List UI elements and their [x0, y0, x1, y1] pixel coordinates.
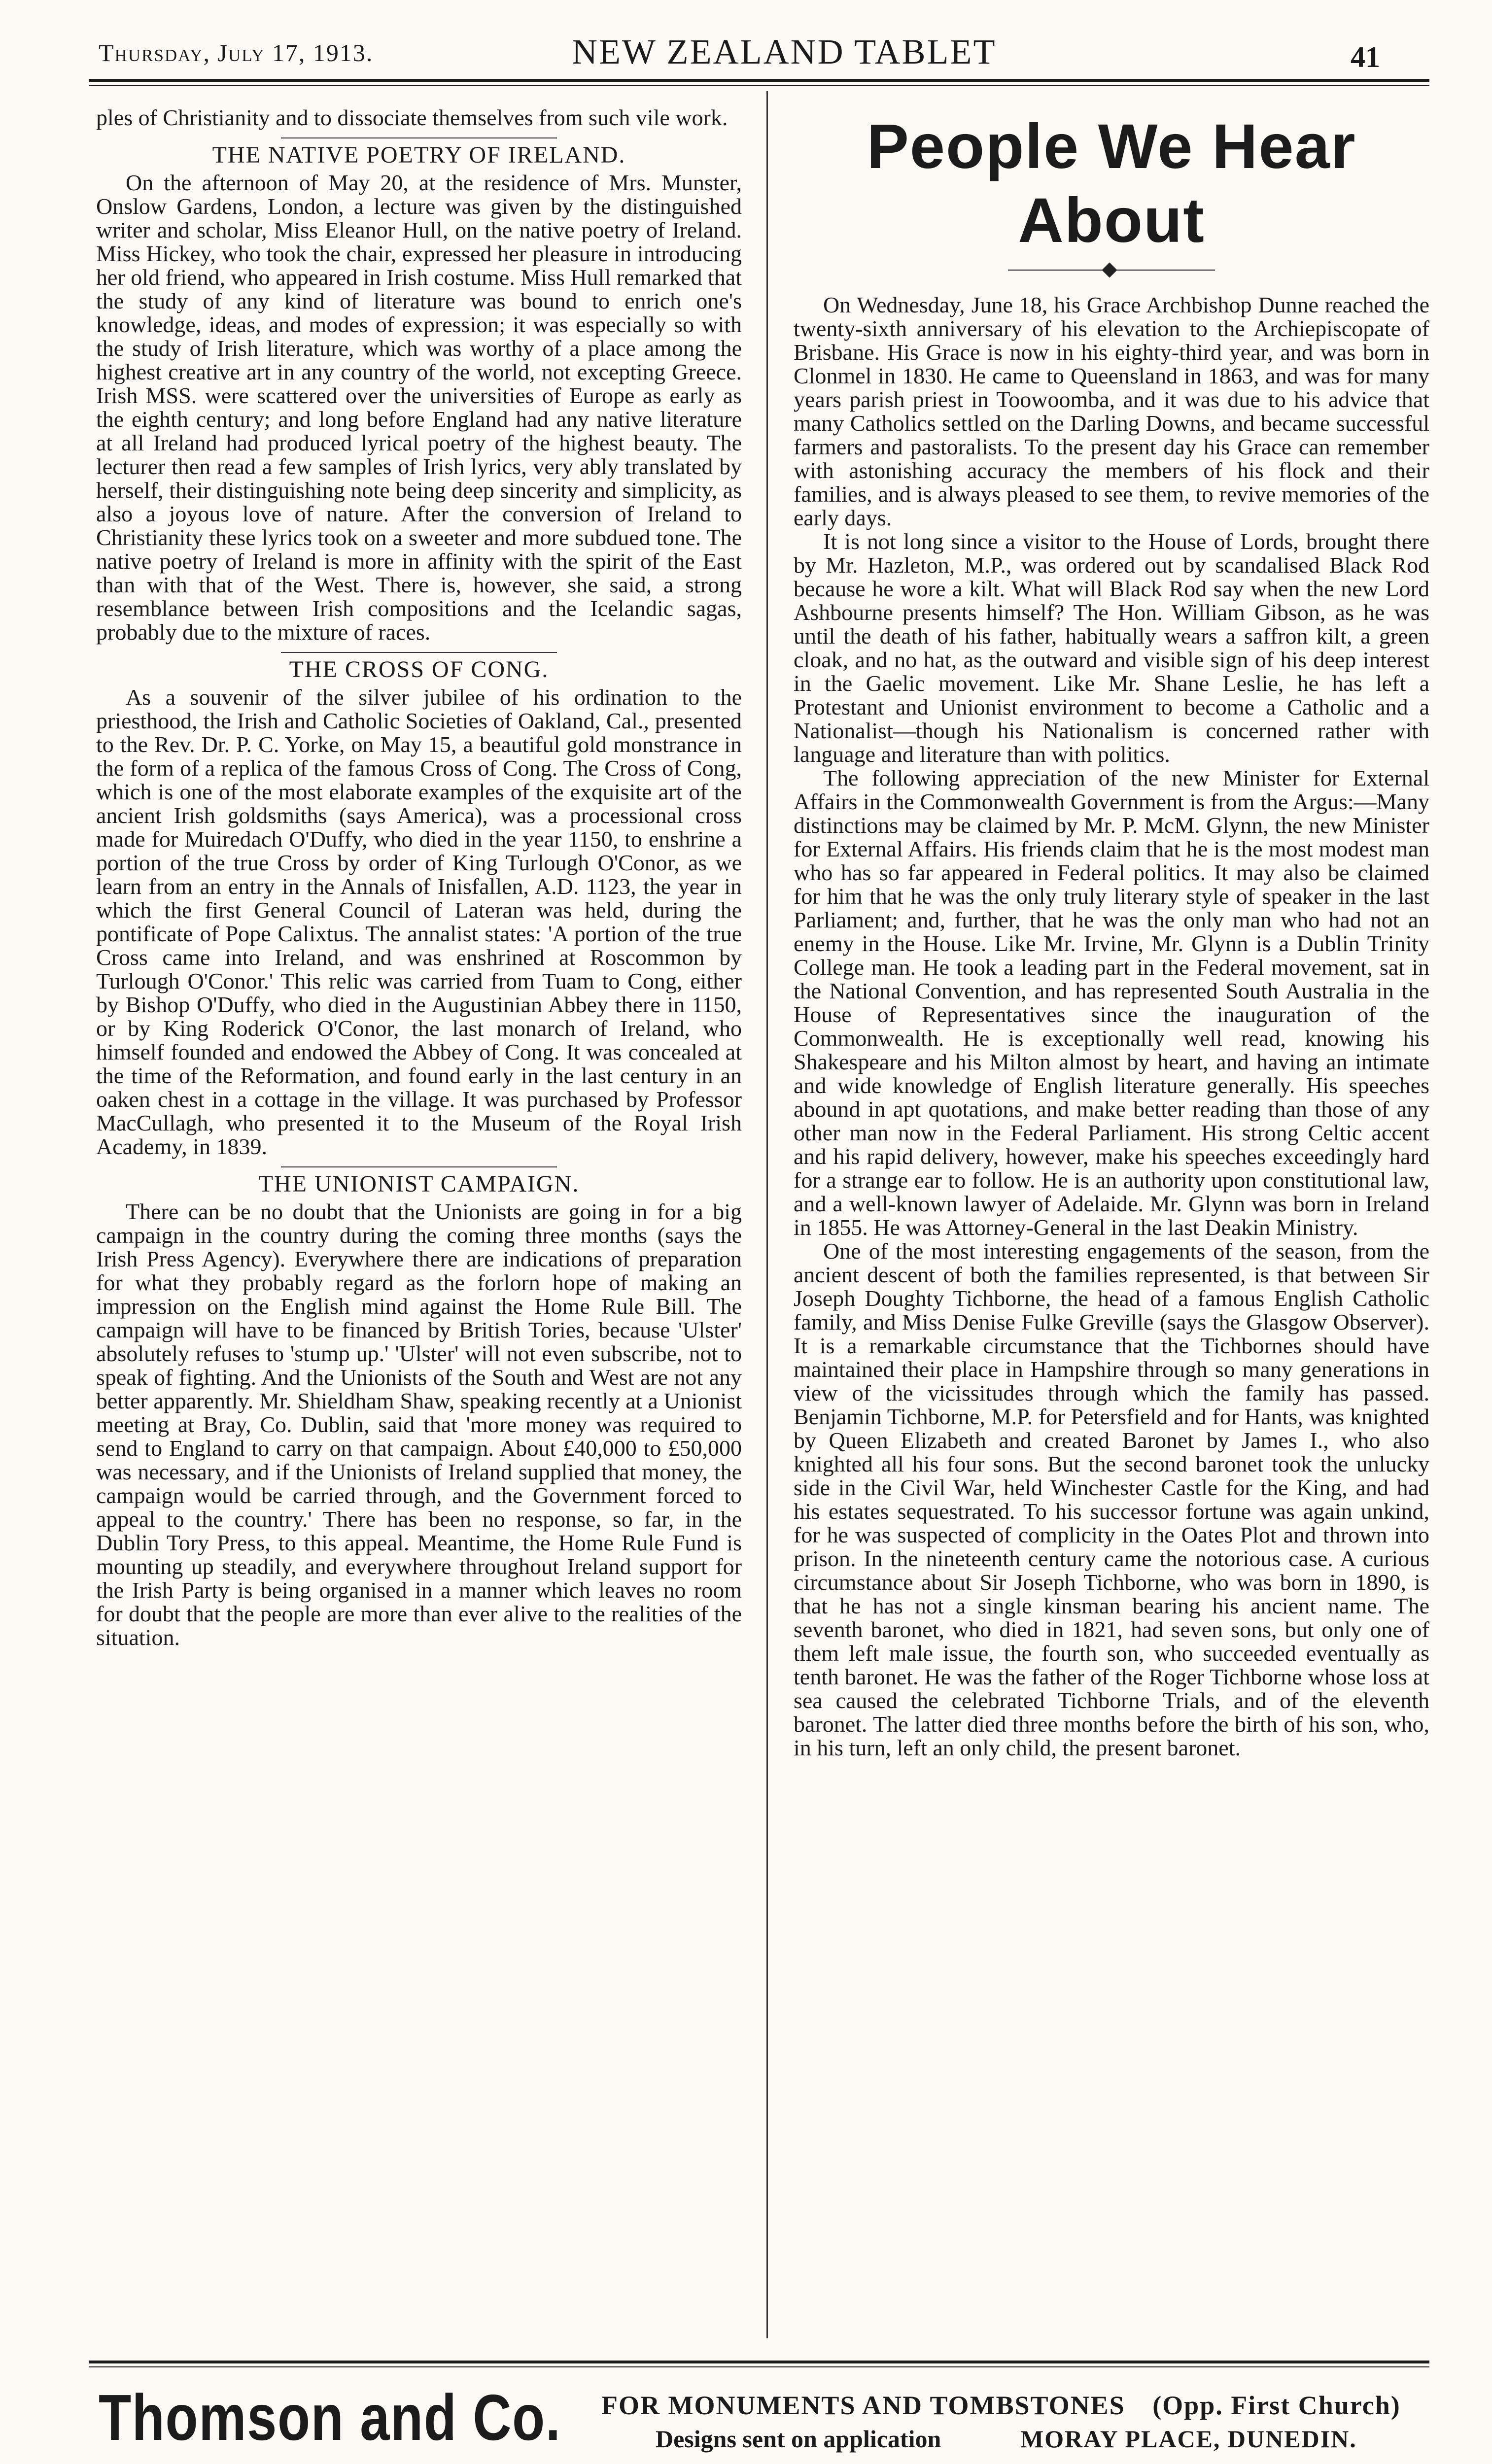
masthead — [89, 30, 1420, 74]
article-paragraph: As a souvenir of the silver jubilee of his ordination to the priesthood, the Irish and Catholic Societies of Oakland, Cal., presented to the Rev. Dr. P. C. Yorke, on May 15, a beautiful gold monstrance in the form of a replica of the famous Cross of Cong. The Cross of Cong, which is one of the most elaborate examples of the exquisite art of the ancient Irish goldsmiths (says America), was a processional cross made for Muiredach O'Duffy, who died in the year 1150, to enshrine a portion of the true Cross by order of King Turlough O'Conor, as we learn from an entry in the Annals of Inisfallen, A.D. 1123, the year in which the first General Council of Lateran was held, during the pontificate of Pope Calixtus. The annalist states: 'A portion of the true Cross came into Ireland, and was enshrined at Roscommon by Turlough O'Conor.' This relic was carried from Tuam to Cong, either by Bishop O'Duffy, who died in the Augustinian Abbey there in 1150, or by King Roderick O'Conor, the last monarch of Ireland, who himself founded and endowed the Abbey of Cong. It was concealed at the time of the Reformation, and found early in the last century in an oaken chest in a cottage in the village. It was purchased by Professor MacCullagh, who presented it to the Museum of the Royal Irish Academy, in 1839. — [96, 684, 742, 1159]
article-paragraph: On the afternoon of May 20, at the residence of Mrs. Munster, Onslow Gardens, London, a lecture was given by the distinguished writer and scholar, Miss Eleanor Hull, on the native poetry of Ireland. Miss Hickey, who took the chair, expressed her pleasure in introducing her old friend, who appeared in Irish costume. Miss Hull remarked that the study of any kind of literature was bound to enrich one's knowledge, ideas, and modes of expression; it was especially so with the study of Irish literature, which was worthy of a place among the highest creative art in any country of the world, not excepting Greece. Irish MSS. were scattered over the universities of Europe as early as the eighth century; and long before England had any native literature at all Ireland had produced lyrical poetry of the highest beauty. The lecturer then read a few samples of Irish lyrics, very ably translated by herself, their distinguishing note being deep sincerity and simplicity, as also a joyous love of nature. After the conversion of Ireland to Christianity these lyrics took on a sweeter and more subdued tone. The native poetry of Ireland is more in affinity with the spirit of the East than with that of the West. There is, however, she said, a strong resemblance between Irish compositions and the Icelandic sagas, probably due to the mixture of races. — [96, 170, 742, 645]
advert-designs-note: Designs sent on application — [656, 2425, 941, 2453]
section-heading-unionist-campaign: THE UNIONIST CAMPAIGN. — [258, 1171, 580, 1197]
advert-service: FOR MONUMENTS AND TOMBSTONES — [601, 2391, 1125, 2420]
advert-subline — [656, 2425, 1357, 2453]
article-paragraph: The following appreciation of the new Minister for External Affairs in the Commonwealth Government is from the Argus:—Many distinctions may be claimed by Mr. P. McM. Glynn, the new Minister for External Affairs. His friends claim that he is the most modest man who has so far appeared in Federal politics. It may also be claimed for him that he was the only truly literary style of speaker in the last Parliament; and, further, that he was the only man who had not an enemy in the House. Like Mr. Irvine, Mr. Glynn is a Dublin Trinity College man. He took a leading part in the Federal movement, sat in the National Convention, and has represented South Australia in the House of Representatives since the inauguration of the Commonwealth. He is exceptionally well read, knowing his Shakespeare and his Milton almost by heart, and having an intimate and wide knowledge of English literature generally. His speeches abound in apt quotations, and make better reading than those of any other man now in the Federal Parliament. His strong Celtic accent and his rapid delivery, however, make his speeches exceedingly hard for a strange ear to follow. He is an authority upon constitutional law, and a well-known lawyer of Adelaide. Mr. Glynn was born in Ireland in 1855. He was Attorney-General in the last Deakin Ministry. — [794, 765, 1429, 1240]
section-rule — [281, 137, 557, 138]
advert-rule-thin — [89, 2366, 1429, 2367]
publication-title: NEW ZEALAND TABLET — [572, 32, 997, 71]
heading-ornament-icon — [1008, 267, 1215, 274]
advertiser-name: Thomson and Co. — [99, 2381, 561, 2454]
section-rule — [281, 652, 557, 653]
feature-heading: People We Hear About — [867, 111, 1356, 256]
advert-rule — [89, 2361, 1429, 2363]
issue-date: Thursday, July 17, 1913. — [99, 39, 374, 67]
article-paragraph: On Wednesday, June 18, his Grace Archbishop Dunne reached the twenty-sixth anniversary of his elevation to the Archiepiscopate of Brisbane. His Grace is now in his eighty-third year, and was born in Clonmel in 1830. He came to Queensland in 1863, and was for many years parish priest in Toowoomba, and it was due to his advice that many Catholics settled on the Darling Downs, and became successful farmers and pastoralists. To the present day his Grace can remember with astonishing accuracy the members of his flock and their families, and is always pleased to see them, to revive memories of the early days. — [794, 292, 1429, 530]
right-column — [794, 106, 1429, 2353]
masthead-rule — [89, 79, 1429, 82]
section-heading-native-poetry: THE NATIVE POETRY OF IRELAND. — [212, 142, 626, 168]
page-number: 41 — [1351, 41, 1380, 73]
article-paragraph: There can be no doubt that the Unionists are going in for a big campaign in the country during the coming three months (says the Irish Press Agency). Everywhere there are indications of preparation for what they probably regard as the forlorn hope of making an impression on the English mind against the Home Rule Bill. The campaign will have to be financed by British Tories, because 'Ulster' absolutely refuses to 'stump up.' 'Ulster' will not even subscribe, not to speak of fighting. And the Unionists of the South and West are not any better apparently. Mr. Shieldham Shaw, speaking recently at a Unionist meeting at Bray, Co. Dublin, said that 'more money was required to send to England to carry on that campaign. About £40,000 to £50,000 was necessary, and if the Unionists of Ireland supplied that money, the campaign would be carried through, and the Government forced to appeal to the country.' There has been no response, so far, in the Dublin Tory Press, to this appeal. Meantime, the Home Rule Fund is mounting up steadily, and everywhere throughout Ireland support for the Irish Party is being organised in a manner which leaves no room for doubt that the people are more than ever alive to the realities of the situation. — [96, 1199, 742, 1650]
advert-tagline — [601, 2390, 1401, 2421]
advert-location-note: (Opp. First Church) — [1152, 2391, 1401, 2420]
section-rule — [281, 1166, 557, 1167]
left-column — [96, 106, 742, 2353]
advertisement — [89, 2375, 1429, 2464]
article-paragraph: One of the most interesting engagements of the season, from the ancient descent of both the families represented, is that between Sir Joseph Doughty Tichborne, the head of a famous English Catholic family, and Miss Denise Fulke Greville (says the Glasgow Observer). It is a remarkable circumstance that the Tichbornes should have maintained their place in Hampshire through so many generations in view of the vicissitudes through which the family has passed. Benjamin Tichborne, M.P. for Petersfield and for Hants, was knighted by Queen Elizabeth and created Baronet by James I., who also knighted all his four sons. But the second baronet took the unlucky side in the Civil War, held Winchester Castle for the King, and had his estates sequestrated. To his successor fortune was again unkind, for he was suspected of complicity in the Oates Plot and thrown into prison. In the nineteenth century came the notorious case. A curious circumstance about Sir Joseph Tichborne, who was born in 1890, is that he has not a single kinsman bearing his ancient name. The seventh baronet, who died in 1821, had seven sons, but only one of them left male issue, the fourth son, who succeeded eventually as tenth baronet. He was the father of the Roger Tichborne whose loss at sea caused the celebrated Tichborne Trials, and of the eleventh baronet. The latter died three months before the birth of his son, who, in his turn, left an only child, the present baronet. — [794, 1238, 1429, 1760]
article-paragraph: It is not long since a visitor to the House of Lords, brought there by Mr. Hazleton, M.P., was ordered out by scandalised Black Rod because he wore a kilt. What will Black Rod say when the new Lord Ashbourne presents himself? The Hon. William Gibson, as he was until the death of his father, habitually wears a saffron kilt, a green cloak, and no hat, as the outward and visible sign of his deep interest in the Gaelic movement. Like Mr. Shane Leslie, he has left a Protestant and Unionist environment to become a Catholic and a Nationalist—though his Nationalism is concerned rather with language and literature than with politics. — [794, 529, 1429, 767]
section-heading-cross-of-cong: THE CROSS OF CONG. — [289, 656, 549, 683]
masthead-rule-thin — [89, 85, 1429, 86]
column-divider — [766, 91, 768, 2338]
continued-paragraph: ples of Christianity and to dissociate themselves from such vile work. — [96, 106, 728, 130]
advert-address: MORAY PLACE, DUNEDIN. — [1020, 2425, 1357, 2453]
